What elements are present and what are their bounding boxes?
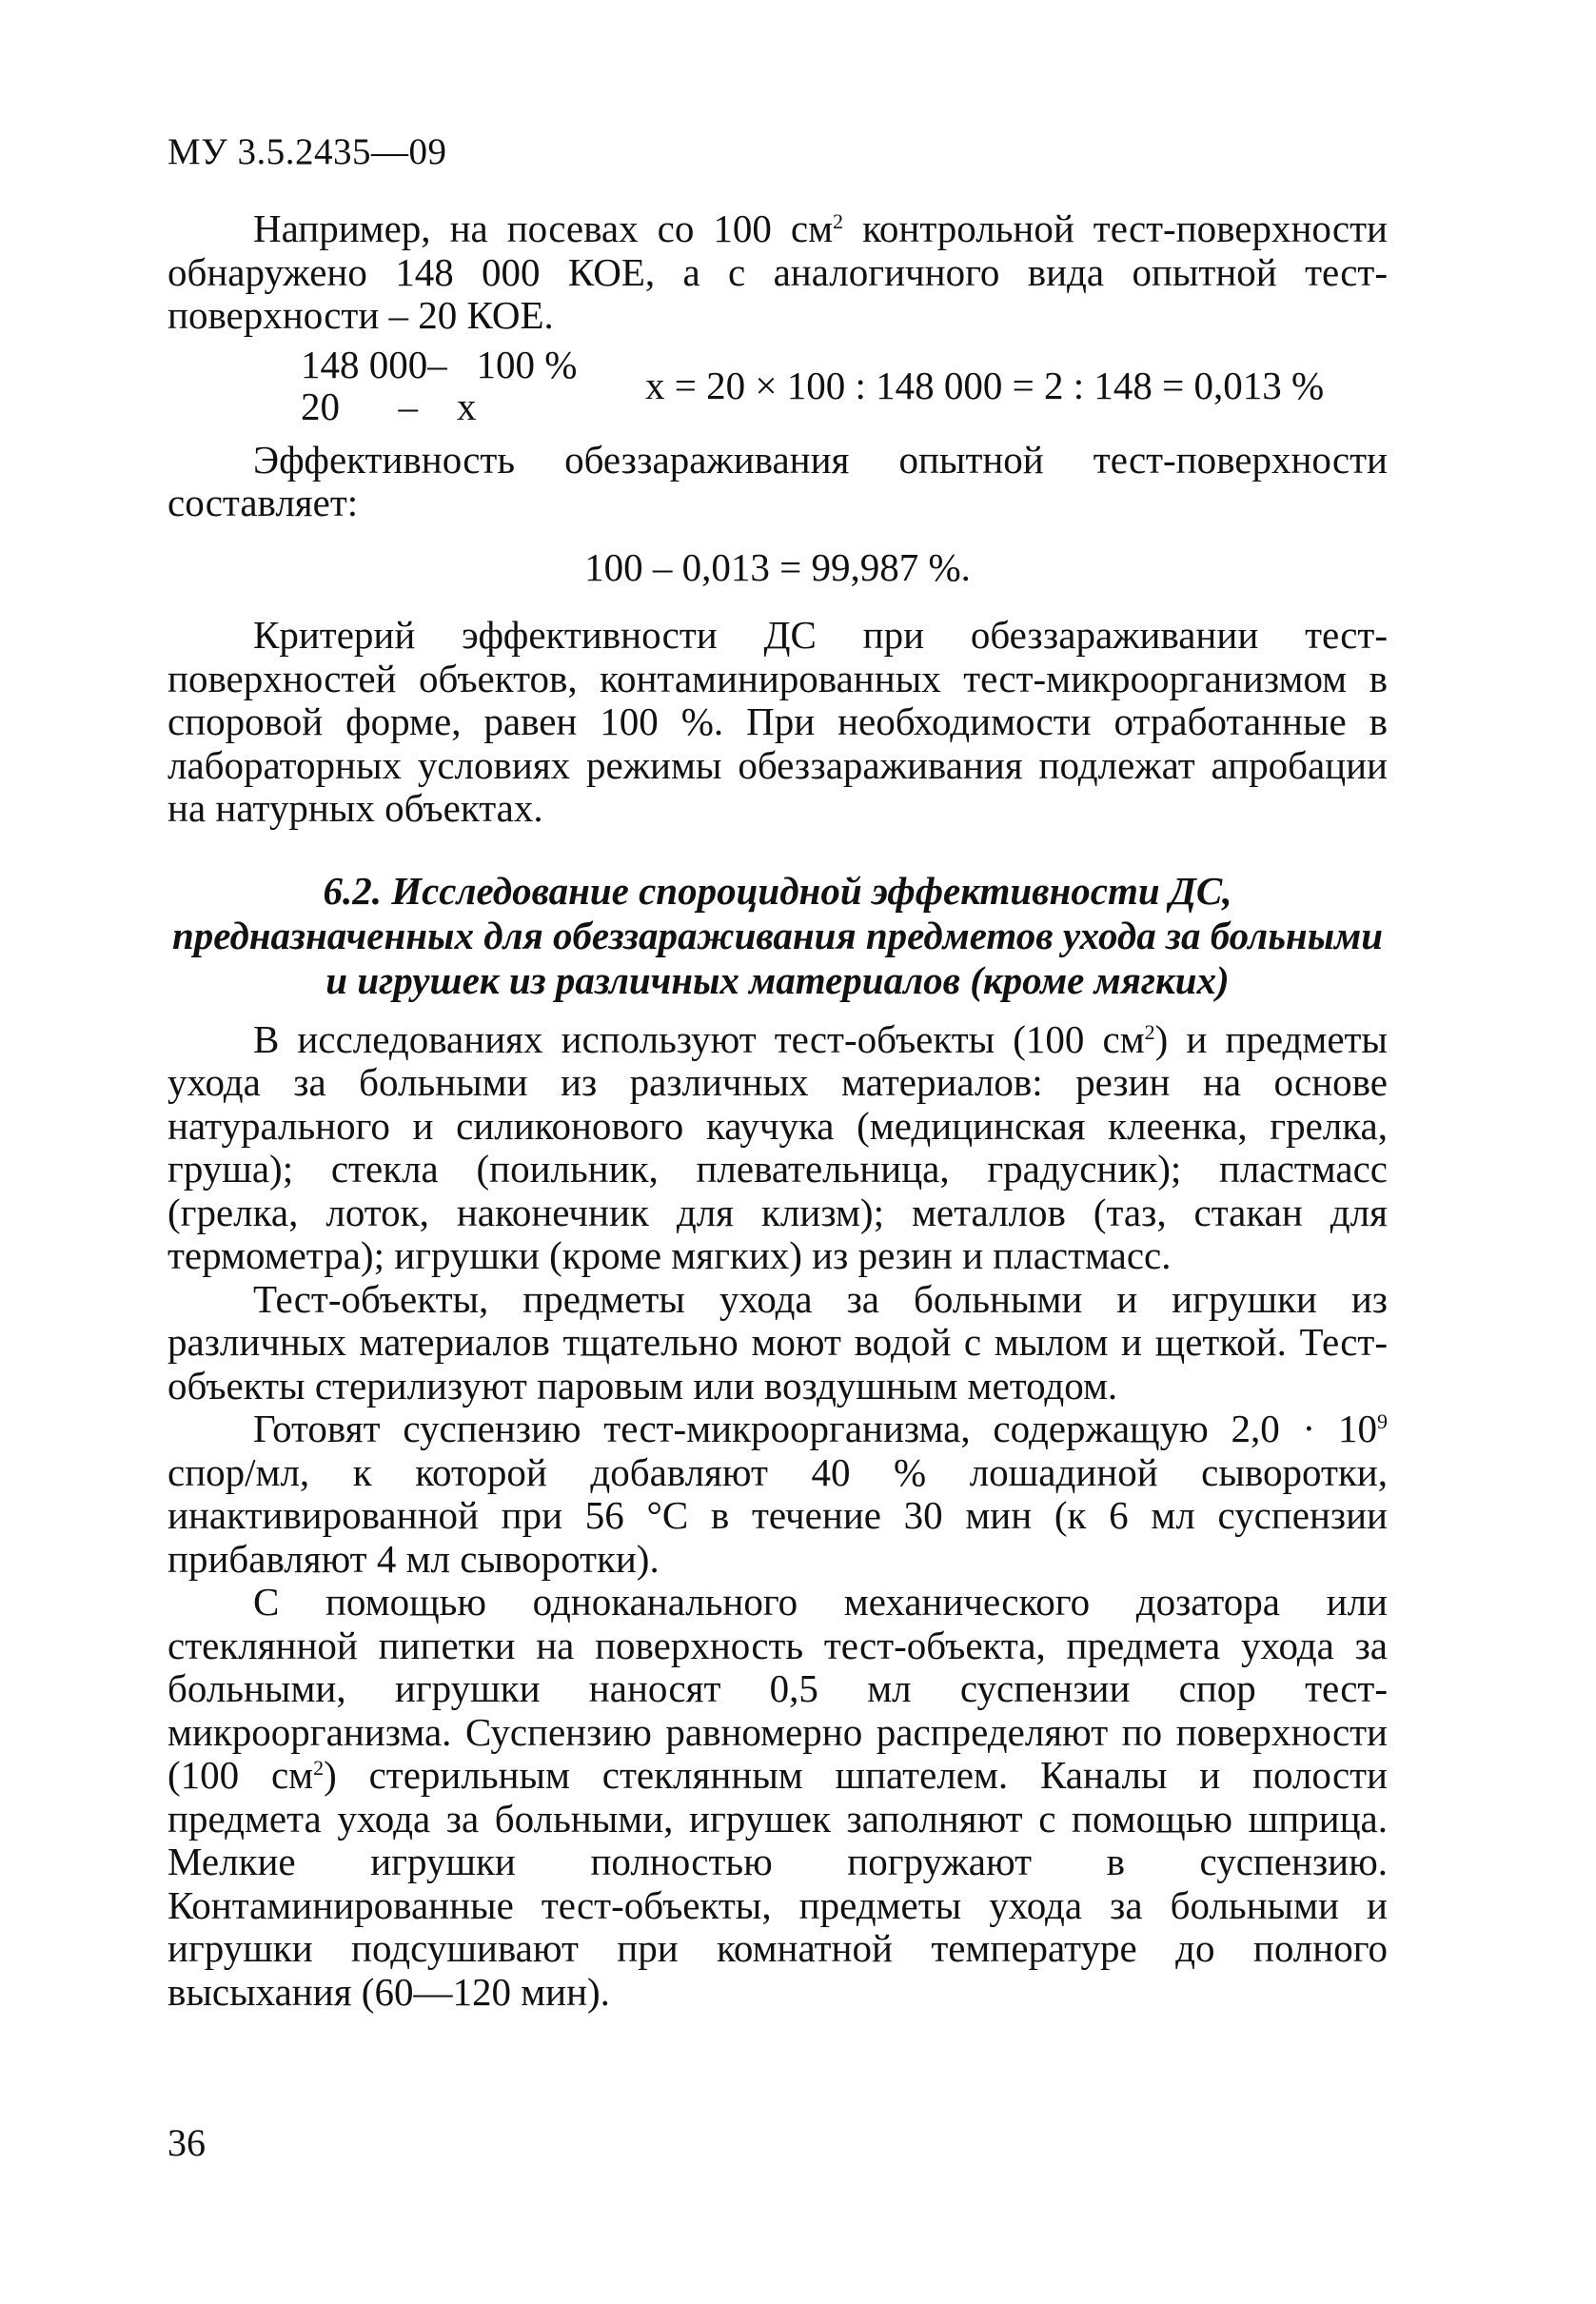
body-paragraph-2: Тест-объекты, предметы ухода за больными и игрушки из различных материалов тщательно моют водой с мылом и щеткой. Тест-объекты стерилизуют паровым или воздушным методом. (167, 1276, 1388, 1408)
proportion-row-1: 148 000– 100 % (301, 342, 578, 386)
body-4-text-b: ) стерильным стеклянным шпателем. Каналы и полости предмета ухода за больными, игрушек заполняют с помощью шприца. Мелкие игрушки полностью погружают в суспензию. Контаминированные тест-объекты, предметы ухода за больными и игрушки подсушивают при комнатной температуре до полного высыхания (60—120 мин). (167, 1753, 1388, 2014)
page-content (167, 207, 1388, 2014)
criterion-paragraph: Критерий эффективности ДС при обеззараживании тест-поверхностей объектов, контаминированных тест-микроорганизмом в споровой форме, равен 100 %. При необходимости отработанные в лабораторных условиях режимы обеззараживания подлежат апробации на натурных объектах. (167, 613, 1388, 830)
proportion-formula: x = 20 × 100 : 148 000 = 2 : 148 = 0,013 % (645, 363, 1325, 407)
body-1-text-b: ) и предметы ухода за больными из различных материалов: резин на основе натурального и силиконового каучука (медицинская клеенка, грелка, груша); стекла (поильник, плевательница, градусник); пластмасс (грелка, лоток, наконечник для клизм); металлов (таз, стакан для термометра); игрушки (кроме мягких) из резин и пластмасс. (167, 1016, 1388, 1277)
page-number: 36 (167, 2121, 206, 2164)
intro-paragraph (167, 207, 1388, 338)
body-4-text-a: С помощью одноканального механического дозатора или стеклянной пипетки на поверхность тест-объекта, предмета ухода за больными, игрушки наносят 0,5 мл суспензии спор тест-микроорганизма. Суспензию равномерно распределяют по поверхности (100 см (167, 1580, 1388, 1797)
section-heading-line-3: и игрушек из различных материалов (кроме мягких) (325, 957, 1230, 1002)
body-paragraph-4 (167, 1581, 1388, 2014)
efficiency-paragraph: Эффективность обеззараживания опытной тест-поверхности составляет: (167, 437, 1388, 524)
superscript: 2 (1144, 1019, 1155, 1044)
body-3-text-a: Готовят суспензию тест-микроорганизма, содержащую 2,0 · 10 (253, 1407, 1377, 1450)
superscript: 9 (1377, 1409, 1388, 1433)
body-1-text-a: В исследованиях используют тест-объекты (100 см (253, 1016, 1145, 1061)
superscript: 2 (833, 209, 844, 233)
body-3-text-b: спор/мл, к которой добавляют 40 % лошадиной сыворотки, инактивированной при 56 °С в течение 30 мин (к 6 мл суспензии прибавляют 4 мл сыворотки). (167, 1449, 1388, 1581)
superscript: 2 (313, 1756, 325, 1780)
efficiency-result: 100 – 0,013 = 99,987 %. (584, 544, 971, 589)
section-heading-line-2: предназначенных для обеззараживания предметов ухода за больными (171, 913, 1384, 957)
section-heading (167, 869, 1388, 1003)
body-paragraph-3 (167, 1408, 1388, 1581)
running-header: МУ 3.5.2435—09 (167, 131, 447, 172)
section-heading-line-1: 6.2. Исследование спороцидной эффективности ДС, (323, 868, 1232, 913)
body-paragraph-1 (167, 1018, 1388, 1278)
proportion-row-2: 20 – x (301, 384, 477, 428)
intro-text-b: контрольной тест-поверхности обнаружено 148 000 КОЕ, а с аналогичного вида опытной тест-поверхности – 20 КОЕ. (167, 207, 1388, 337)
proportion-block (301, 342, 1388, 439)
intro-text-a: Например, на посевах со 100 см (253, 207, 834, 250)
